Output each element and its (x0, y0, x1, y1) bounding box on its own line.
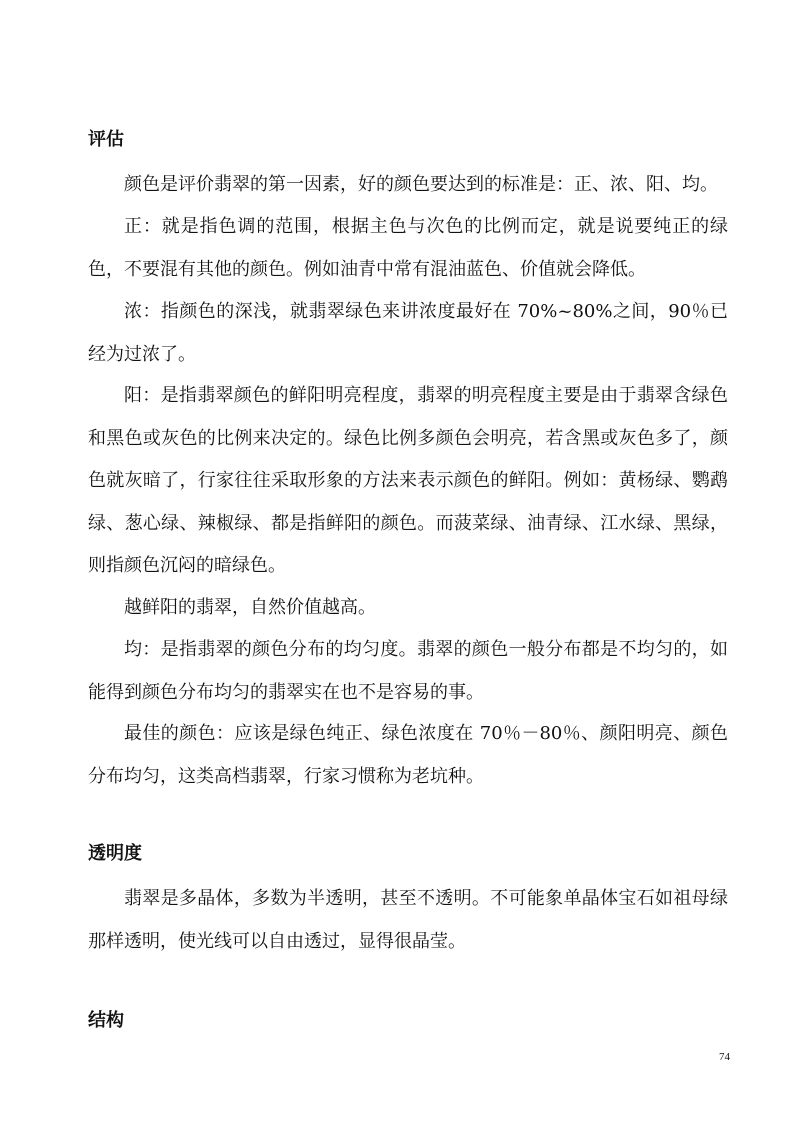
paragraph-brightness-value: 越鲜阳的翡翠，自然价值越高。 (124, 597, 376, 618)
paragraph-transparency: 翡翠是多晶体，多数为半透明，甚至不透明。不可能象单晶体宝石如祖母绿那样透明，使光线可以自由透过，显得很晶莹。 (88, 888, 728, 952)
paragraph-zheng: 正：就是指色调的范围，根据主色与次色的比例而定，就是说要纯正的绿色，不要混有其他的颜色。例如油青中常有混油蓝色、价值就会降低。 (88, 216, 728, 280)
paragraph-jun: 均：是指翡翠的颜色分布的均匀度。翡翠的颜色一般分布都是不均匀的，如能得到颜色分布均匀的翡翠实在也不是容易的事。 (88, 639, 728, 703)
page-number: 74 (719, 1051, 730, 1063)
paragraph-color-intro: 颜色是评价翡翠的第一因素，好的颜色要达到的标准是：正、浓、阳、均。 (124, 174, 718, 195)
paragraph-nong: 浓：指颜色的深浅，就翡翠绿色来讲浓度最好在 70%~80%之间，90％已经为过浓了。 (88, 301, 728, 365)
paragraph-best-color: 最佳的颜色：应该是绿色纯正、绿色浓度在 70％－80％、颜阳明亮、颜色分布均匀，这类高档翡翠，行家习惯称为老坑种。 (88, 723, 728, 787)
paragraph-yang: 阳：是指翡翠颜色的鲜阳明亮程度，翡翠的明亮程度主要是由于翡翠含绿色和黑色或灰色的比例来决定的。绿色比例多颜色会明亮，若含黑或灰色多了，颜色就灰暗了，行家往往采取形象的方法来表示颜色的鲜阳。例如：黄杨绿、鹦鹉绿、葱心绿、辣椒绿、都是指鲜阳的颜色。而菠菜绿、油青绿、江水绿、黑绿，则指颜色沉闷的暗绿色。 (88, 385, 728, 576)
section-heading-structure: 结构 (88, 1010, 124, 1031)
section-heading-evaluation: 评估 (88, 129, 124, 150)
section-heading-transparency: 透明度 (88, 843, 142, 864)
